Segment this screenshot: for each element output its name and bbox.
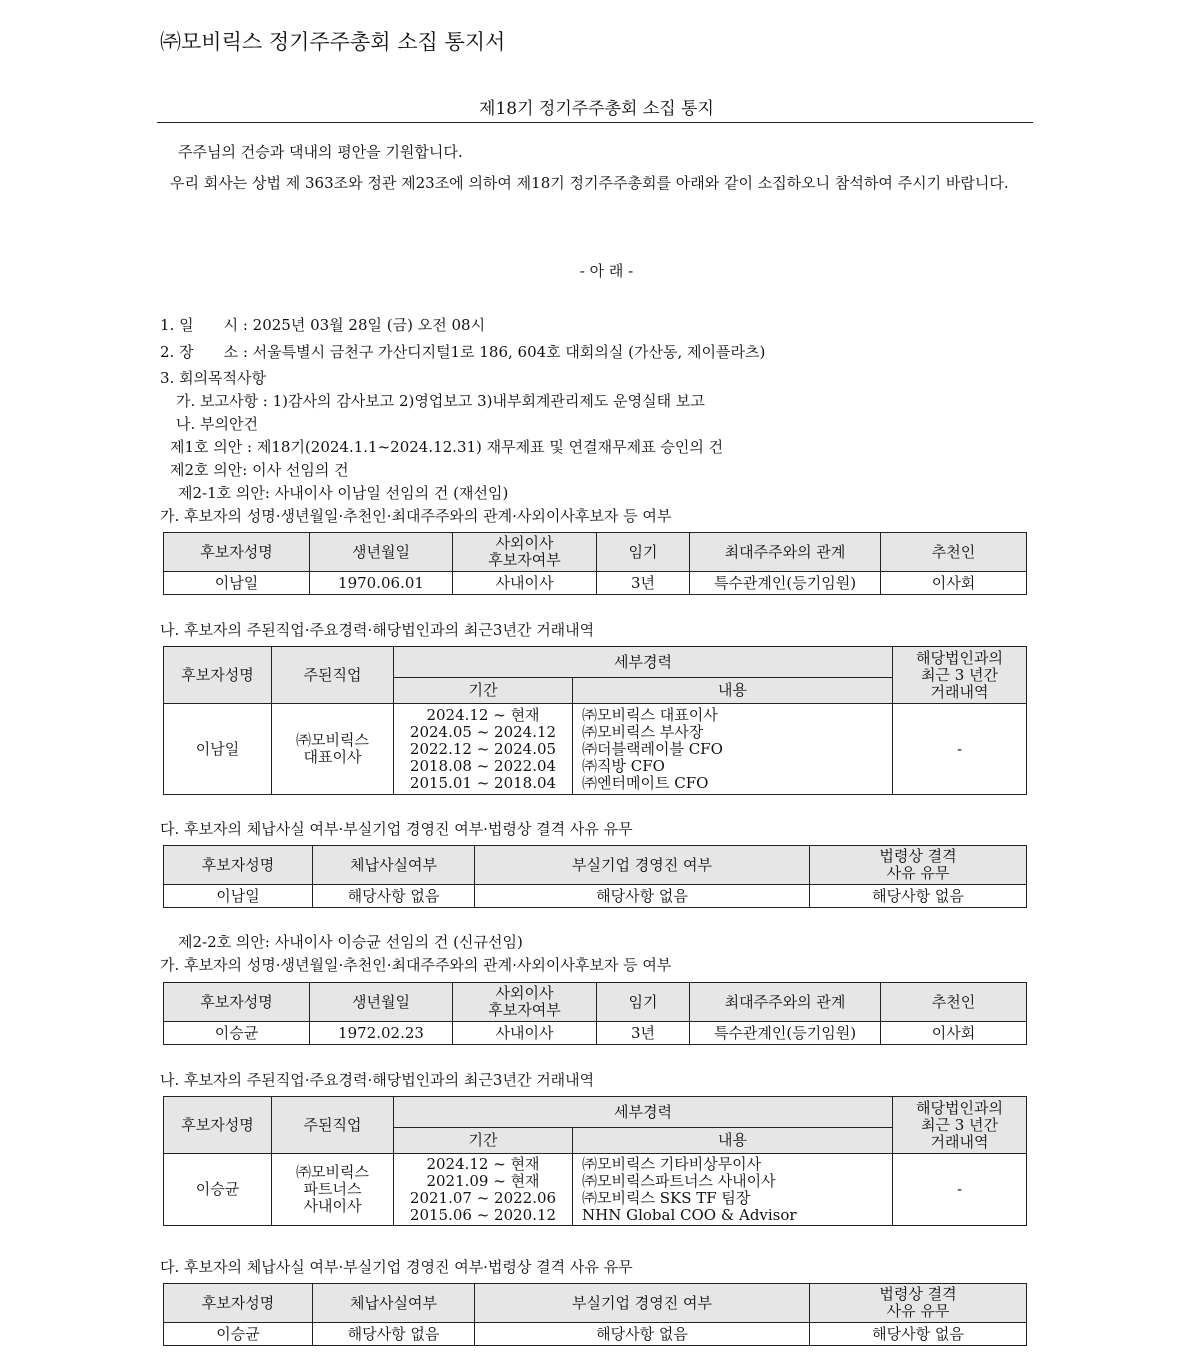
table-cell: 이남일 — [164, 885, 313, 908]
header-cell: 추천인 — [881, 983, 1027, 1022]
greeting-text: 주주님의 건승과 댁내의 평안을 기원합니다. — [178, 143, 463, 161]
candidate2-career-table — [163, 1096, 1027, 1226]
header-cell: 주된직업 — [272, 1097, 394, 1154]
header-cell: 후보자성명 — [164, 1284, 313, 1323]
header-cell: 해당법인과의 최근 3 년간 거래내역 — [893, 647, 1027, 704]
header-cell: 세부경력 — [394, 1097, 893, 1128]
table-cell: 특수관계인(등기임원) — [690, 1022, 881, 1045]
table-cell: 이승균 — [164, 1323, 313, 1346]
table-cell: 해당사항 없음 — [475, 885, 810, 908]
table-cell: 이사회 — [881, 572, 1027, 595]
header-cell: 부실기업 경영진 여부 — [475, 846, 810, 885]
table-cell: 2024.12 ~ 현재 2021.09 ~ 현재 2021.07 ~ 2022.06 2015.06 ~ 2020.12 — [394, 1154, 573, 1226]
table-row — [164, 1022, 1027, 1045]
resolution-heading: 나. 부의안건 — [176, 415, 258, 433]
header-cell: 사외이사 후보자여부 — [453, 533, 597, 572]
header-cell: 사외이사 후보자여부 — [453, 983, 597, 1022]
candidate1-section-c-heading: 다. 후보자의 체납사실 여부·부실기업 경영진 여부·법령상 결격 사유 유무 — [160, 820, 633, 838]
header-cell: 생년월일 — [310, 983, 453, 1022]
header-cell: 추천인 — [881, 533, 1027, 572]
header-cell: 세부경력 — [394, 647, 893, 678]
notice-title: 제18기 정기주주총회 소집 통지 — [479, 99, 714, 119]
header-cell: 후보자성명 — [164, 533, 310, 572]
table-cell: 이사회 — [881, 1022, 1027, 1045]
header-cell: 해당법인과의 최근 3 년간 거래내역 — [893, 1097, 1027, 1154]
header-cell: 최대주주와의 관계 — [690, 983, 881, 1022]
header-cell: 후보자성명 — [164, 1097, 272, 1154]
table-cell: 해당사항 없음 — [313, 885, 475, 908]
table-cell: 1972.02.23 — [310, 1022, 453, 1045]
table-row — [164, 1154, 1027, 1226]
header-cell: 기간 — [394, 678, 573, 704]
table-cell: ㈜모비릭스 대표이사 — [272, 704, 394, 795]
header-cell: 법령상 결격 사유 유무 — [810, 1284, 1027, 1323]
below-marker: - 아 래 - — [579, 262, 634, 280]
candidate2-profile-table — [163, 982, 1027, 1045]
candidate1-eligibility-table — [163, 845, 1027, 908]
table-cell: 1970.06.01 — [310, 572, 453, 595]
table-cell: ㈜모비릭스 기타비상무이사 ㈜모비릭스파트너스 사내이사 ㈜모비릭스 SKS TF 팀장 NHN Global COO & Advisor — [573, 1154, 893, 1226]
table-cell: 해당사항 없음 — [313, 1323, 475, 1346]
candidate2-section-c-heading: 다. 후보자의 체납사실 여부·부실기업 경영진 여부·법령상 결격 사유 유무 — [160, 1258, 633, 1276]
header-cell: 체납사실여부 — [313, 846, 475, 885]
agenda-2-1-heading: 제2-1호 의안: 사내이사 이남일 선임의 건 (재선임) — [178, 484, 509, 502]
candidate2-section-a-heading: 가. 후보자의 성명·생년월일·추천인·최대주주와의 관계·사외이사후보자 등 여부 — [160, 956, 672, 974]
table-cell: 3년 — [597, 1022, 690, 1045]
candidate1-profile-table — [163, 532, 1027, 595]
table-cell: 이남일 — [164, 704, 272, 795]
table-row — [164, 1323, 1027, 1346]
header-cell: 후보자성명 — [164, 983, 310, 1022]
table-cell: 2024.12 ~ 현재 2024.05 ~ 2024.12 2022.12 ~ 2024.05 2018.08 ~ 2022.04 2015.01 ~ 2018.04 — [394, 704, 573, 795]
table-cell: ㈜모비릭스 대표이사 ㈜모비릭스 부사장 ㈜더블랙레이블 CFO ㈜직방 CFO ㈜엔터메이트 CFO — [573, 704, 893, 795]
table-row — [164, 704, 1027, 795]
header-cell: 후보자성명 — [164, 846, 313, 885]
meeting-date: 1. 일 시 : 2025년 03월 28일 (금) 오전 08시 — [160, 316, 486, 334]
candidate1-section-b-heading: 나. 후보자의 주된직업·주요경력·해당법인과의 최근3년간 거래내역 — [160, 621, 595, 639]
agenda-1: 제1호 의안 : 제18기(2024.1.1~2024.12.31) 재무제표 및 연결재무제표 승인의 건 — [170, 438, 724, 456]
header-cell: 내용 — [573, 1128, 893, 1154]
agenda-2-2-heading: 제2-2호 의안: 사내이사 이승균 선임의 건 (신규선임) — [178, 933, 523, 951]
table-cell: 특수관계인(등기임원) — [690, 572, 881, 595]
table-cell: ㈜모비릭스 파트너스 사내이사 — [272, 1154, 394, 1226]
document-header-title: ㈜모비릭스 정기주주총회 소집 통지서 — [160, 30, 506, 54]
table-cell: 이승균 — [164, 1154, 272, 1226]
table-cell: 이승균 — [164, 1022, 310, 1045]
header-cell: 내용 — [573, 678, 893, 704]
table-row — [164, 572, 1027, 595]
candidate1-section-a-heading: 가. 후보자의 성명·생년월일·추천인·최대주주와의 관계·사외이사후보자 등 여부 — [160, 507, 672, 525]
table-cell: 사내이사 — [453, 1022, 597, 1045]
candidate2-eligibility-table — [163, 1283, 1027, 1346]
header-cell: 부실기업 경영진 여부 — [475, 1284, 810, 1323]
meeting-place: 2. 장 소 : 서울특별시 금천구 가산디지털1로 186, 604호 대회의실 (가산동, 제이플라츠) — [160, 343, 766, 361]
header-cell: 체납사실여부 — [313, 1284, 475, 1323]
table-cell: 해당사항 없음 — [810, 1323, 1027, 1346]
header-cell: 임기 — [597, 983, 690, 1022]
meeting-purpose-heading: 3. 회의목적사항 — [160, 369, 267, 387]
header-cell: 기간 — [394, 1128, 573, 1154]
candidate1-career-table — [163, 646, 1027, 795]
title-divider — [157, 122, 1033, 123]
header-cell: 법령상 결격 사유 유무 — [810, 846, 1027, 885]
table-cell: 사내이사 — [453, 572, 597, 595]
header-cell: 후보자성명 — [164, 647, 272, 704]
table-row — [164, 885, 1027, 908]
header-cell: 임기 — [597, 533, 690, 572]
table-cell: - — [893, 704, 1027, 795]
header-cell: 생년월일 — [310, 533, 453, 572]
report-items: 가. 보고사항 : 1)감사의 감사보고 2)영업보고 3)내부회계관리제도 운영실태 보고 — [176, 392, 705, 410]
candidate2-section-b-heading: 나. 후보자의 주된직업·주요경력·해당법인과의 최근3년간 거래내역 — [160, 1071, 595, 1089]
header-cell: 최대주주와의 관계 — [690, 533, 881, 572]
intro-paragraph: 우리 회사는 상법 제 363조와 정관 제23조에 의하여 제18기 정기주주총회를 아래와 같이 소집하오니 참석하여 주시기 바랍니다. — [170, 174, 1009, 192]
table-cell: 해당사항 없음 — [810, 885, 1027, 908]
header-cell: 주된직업 — [272, 647, 394, 704]
table-cell: 3년 — [597, 572, 690, 595]
agenda-2: 제2호 의안: 이사 선임의 건 — [170, 461, 349, 479]
table-cell: 해당사항 없음 — [475, 1323, 810, 1346]
table-cell: - — [893, 1154, 1027, 1226]
table-cell: 이남일 — [164, 572, 310, 595]
